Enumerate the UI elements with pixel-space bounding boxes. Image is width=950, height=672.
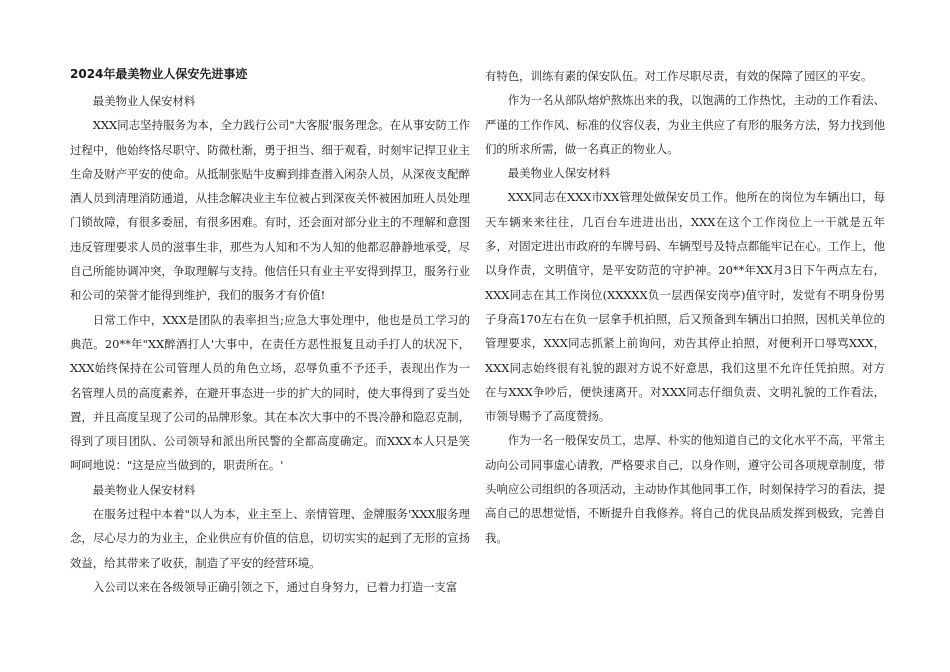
paragraph: 在服务过程中本着"以人为本，业主至上、亲情管理、金牌服务'XXX服务理念，尽心尽力的为业主，企业供应有价值的信息，切切实实的起到了无形的宣扬效益，给其带来了收获，制造了平安的经营环境。 (70, 507, 470, 570)
paragraph: 作为一名从部队熔炉熬炼出来的我，以饱满的工作热忱，主动的工作看法、严谨的工作作风、标准的仪容仪表，为业主供应了有形的服务方法，努力找到他们的所求所需，做一名真正的物业人。 (485, 93, 885, 156)
paragraph: XXX同志坚持服务为本，全力践行公司"大客服'服务理念。在从事安防工作过程中，他始终恪尽职守、防微杜渐，勇于担当、细于观看，时刻牢记捍卫业主生命及财产平安的使命。从抵制张贴牛皮癣到排查潜入闲杂人员，从深夜支配醉酒人员到清理消防通道，从挂念解决业主车位被占到深夜关怀被困加班人员处理门锁故障，有很多委屈，有很多困难。有时，还会面对部分业主的不理解和意图违反管理要求人员的滋事生非，那些为人知和不为人知的他都忍静静地承受，尽自己所能协调冲突，争取理解与支持。他信任只有业主平安得到捍卫，服务行业和公司的荣誉才能得到维护，我们的服务才有价值! (70, 118, 470, 303)
right-column (485, 64, 885, 550)
subheading: 最美物业人保安材料 (507, 166, 611, 181)
paragraph: 作为一名一般保安员工，忠厚、朴实的他知道自己的文化水平不高，平常主动向公司同事虚心请教，严格要求自己，以身作则，遵守公司各项规章制度，带头响应公司组织的各项活动，主动协作其他同事工作，时刻保持学习的看法，提高自己的思想觉悟，不断提升自我修养。将自己的优良品质发挥到极致，完善自我。 (485, 433, 885, 545)
paragraph: 日常工作中，XXX是团队的表率担当;应急大事处理中，他也是员工学习的典范。20**年"XX醉酒打人'大事中，在责任方恶性报复且动手打人的状况下，XXX始终保持在公司管理人员的角色立场，忍辱负重不予还手，表现出作为一名管理人员的高度素养，在避开事态进一步的扩大的同时，使大事得到了妥当处置，并且高度呈现了公司的品牌形象。其在本次大事中的不畏冷静和隐忍克制，得到了项目团队、公司领导和派出所民警的全都高度确定。而XXX本人只是笑呵呵地说："这是应当做到的，职责所在。' (70, 312, 470, 473)
left-column (70, 62, 470, 599)
paragraph-continuation: 有特色，训练有素的保安队伍。对工作尽职尽责，有效的保障了园区的平安。 (485, 69, 873, 83)
paragraph: 入公司以来在各级领导正确引领之下，通过自身努力，已着力打造一支富 (92, 579, 458, 594)
subheading: 最美物业人保安材料 (92, 94, 196, 108)
document-title: 2024年最美物业人保安先进事迹 (70, 67, 248, 81)
subheading: 最美物业人保安材料 (92, 482, 196, 497)
paragraph: XXX同志在XXX市XX管理处做保安员工作。他所在的岗位为车辆出口，每天车辆来来往往，几百台车进进出出，XXX在这个工作岗位上一干就是五年多，对固定进出市政府的车牌号码、车辆型号及特点都能牢记在心。工作上，他以身作责，文明值守，是平安防范的守护神。20**年XX月3日下午两点左右，XXX同志在其工作岗位(XXXXX负一层西保安岗亭)值守时，发觉有不明身份男子身高170左右在负一层拿手机拍照，后又预备到车辆出口拍照，因机关单位的管理要求，XXX同志抓紧上前询问，劝告其停止拍照，对便利开口辱骂XXX，XXX同志始终很有礼貌的跟对方说不好意思，我们这里不允许任凭拍照。对方在与XXX争吵后，便快速离开。对XXX同志仔细负责、文明礼貌的工作看法，市领导赐予了高度赞扬。 (485, 190, 885, 424)
